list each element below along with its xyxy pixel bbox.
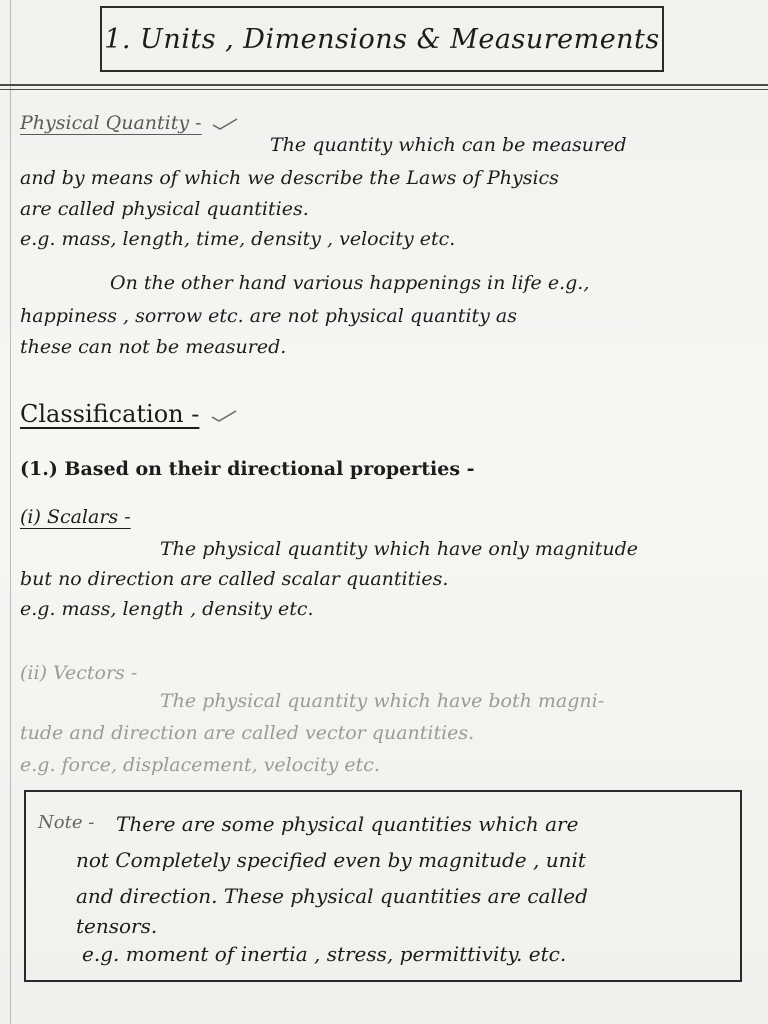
pq-example: e.g. mass, length, time, density , velocity etc. [20, 228, 456, 250]
pq-line-2-text: and by means of which we describe the Laws of Physics [20, 167, 559, 189]
note-example: e.g. moment of inertia , stress, permittivity. etc. [82, 942, 567, 966]
scalars-example: e.g. mass, length , density etc. [20, 598, 314, 620]
vectors-example: e.g. force, displacement, velocity etc. [20, 754, 380, 776]
vectors-line-2: tude and direction are called vector quantities. [20, 722, 475, 744]
scalars-line-2: but no direction are called scalar quantities. [20, 568, 449, 590]
physical-quantity-heading: Physical Quantity - [20, 112, 202, 134]
scalars-line-1: The physical quantity which have only magnitude [160, 538, 639, 560]
pq-line-1: The quantity which can be measured [270, 134, 627, 156]
pq-line-3: are called physical quantities. [20, 198, 309, 220]
page-title-text: 1. Units , Dimensions & Measurements [104, 23, 660, 55]
title-rule-bottom [0, 89, 768, 90]
page-title [100, 6, 664, 72]
check-mark-icon [211, 409, 237, 423]
scalars-heading-row [20, 506, 750, 528]
note-line-4: tensors. [76, 914, 158, 938]
note-box [24, 790, 742, 982]
other-line-3: these can not be measured. [20, 336, 287, 358]
margin-line [10, 0, 11, 1024]
other-line-1: On the other hand various happenings in life e.g., [110, 272, 590, 294]
classification-heading-row [20, 400, 750, 428]
classification-heading: Classification - [20, 400, 200, 428]
scalars-heading: (i) Scalars - [20, 506, 131, 528]
note-line-2: not Completely specified even by magnitude , unit [76, 848, 586, 872]
pq-line-2 [20, 167, 750, 189]
note-label: Note - [38, 812, 95, 833]
check-mark-icon [212, 117, 238, 131]
physical-quantity-heading-row [20, 112, 750, 134]
title-rule-top [0, 84, 768, 86]
note-line-3: and direction. These physical quantities are called [76, 884, 588, 908]
note-line-1: There are some physical quantities which are [116, 812, 579, 836]
vectors-line-1: The physical quantity which have both magni- [160, 690, 605, 712]
vectors-heading: (ii) Vectors - [20, 662, 138, 684]
classification-basis: (1.) Based on their directional properties - [20, 458, 475, 480]
other-line-2: happiness , sorrow etc. are not physical quantity as [20, 305, 518, 327]
